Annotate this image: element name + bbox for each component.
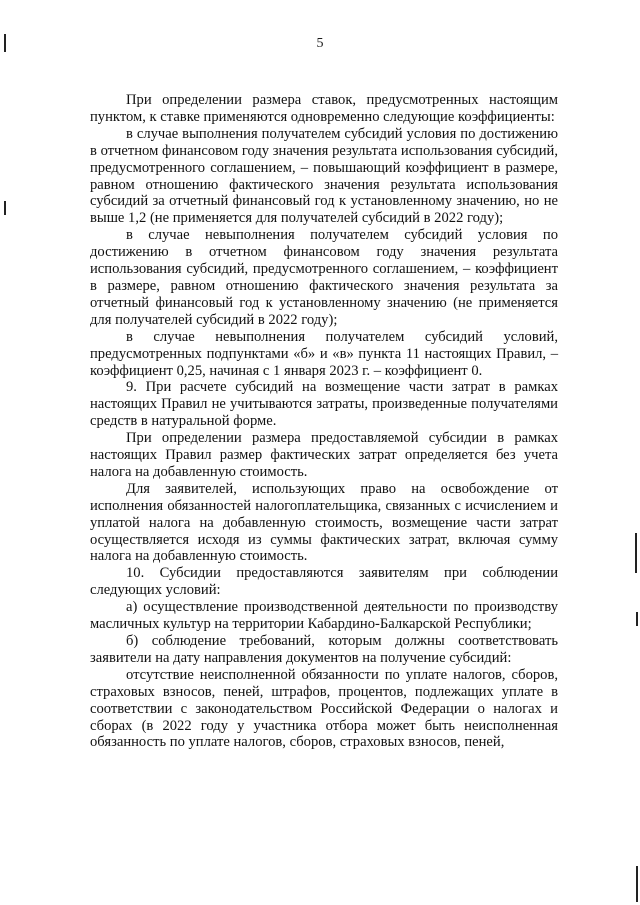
paragraph: а) осуществление производственной деятельности по производству масличных культур на территории Кабардино-Балкарской Республики; xyxy=(90,599,558,633)
scan-margin-mark xyxy=(636,866,638,902)
page-number: 5 xyxy=(316,36,324,51)
document-body xyxy=(90,92,558,751)
paragraph: б) соблюдение требований, которым должны соответствовать заявители на дату направления документов на получение субсидий: xyxy=(90,633,558,666)
paragraph: 10. Субсидии предоставляются заявителям при соблюдении следующих условий: xyxy=(90,565,558,599)
paragraph: При определении размера ставок, предусмотренных настоящим пунктом, к ставке применяются одновременно следующие коэффициенты: xyxy=(90,92,558,125)
paragraph: в случае невыполнения получателем субсидий условия по достижению в отчетном финансовом году значения результата использования субсидий, предусмотренного соглашением, – коэффициент в размере, равном отношению фактического значения результата за отчетный финансовый год к установленному значению (не применяется для получателей субсидий в 2022 году); xyxy=(90,227,558,328)
scan-margin-mark xyxy=(635,533,637,573)
paragraph: Для заявителей, использующих право на освобождение от исполнения обязанностей налогоплательщика, связанных с исчислением и уплатой налога на добавленную стоимость, возмещение части затрат осуществляется исходя из суммы фактических затрат, включая сумму налога на добавленную стоимость. xyxy=(90,480,558,565)
paragraph: 9. При расчете субсидий на возмещение части затрат в рамках настоящих Правил не учитываются затраты, произведенные получателями средств в натуральной форме. xyxy=(90,379,558,430)
scan-margin-mark xyxy=(4,201,6,215)
paragraph: в случае невыполнения получателем субсидий условий, предусмотренных подпунктами «б» и «в» пункта 11 настоящих Правил, – коэффициент 0,25, начиная с 1 января 2023 г. – коэффициент 0. xyxy=(90,328,558,379)
paragraph: в случае выполнения получателем субсидий условия по достижению в отчетном финансовом году значения результата использования субсидий, предусмотренного соглашением, – повышающий коэффициент в размере, равном отношению фактического значения результата использования субсидий за отчетный финансовый год к установленному значению, но не выше 1,2 (не применяется для получателей субсидий в 2022 году); xyxy=(90,125,558,227)
scan-margin-mark xyxy=(636,612,638,626)
paragraph: При определении размера предоставляемой субсидии в рамках настоящих Правил размер фактических затрат определяется без учета налога на добавленную стоимость. xyxy=(90,430,558,480)
paragraph: отсутствие неисполненной обязанности по уплате налогов, сборов, страховых взносов, пеней, штрафов, процентов, подлежащих уплате в соответствии с законодательством Российской Федерации о налогах и сборах (в 2022 году у участника отбора может быть неисполненная обязанность по уплате налогов, сборов, страховых взносов, пеней, xyxy=(90,666,558,751)
